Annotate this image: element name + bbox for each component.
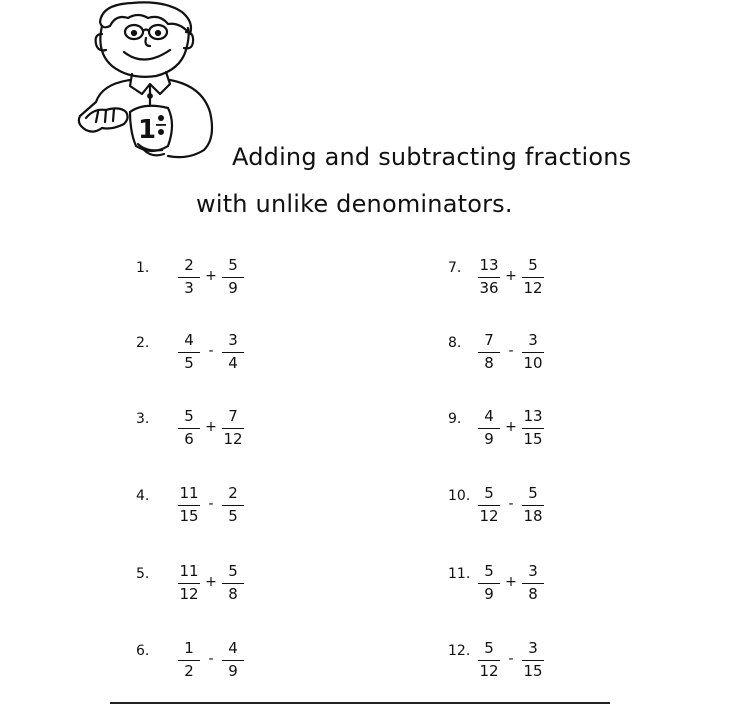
- fraction-b: [518, 258, 548, 296]
- operator: -: [508, 343, 514, 359]
- numerator: 2: [228, 484, 238, 502]
- problem-4: [136, 486, 276, 536]
- fraction-a: [174, 333, 204, 371]
- fraction-bar: [178, 583, 200, 584]
- numerator: 1: [184, 639, 194, 657]
- problem-number: 8.: [448, 335, 462, 351]
- operator: +: [505, 574, 517, 590]
- fraction-bar: [478, 660, 500, 661]
- problem-number: 11.: [448, 566, 471, 582]
- fraction-a: [174, 564, 204, 602]
- numerator: 7: [228, 407, 238, 425]
- mascot-badge: 1: [138, 115, 157, 145]
- fraction-bar: [222, 660, 244, 661]
- problem-number: 7.: [448, 260, 462, 276]
- fraction-bar: [222, 428, 244, 429]
- fraction-bar: [178, 352, 200, 353]
- fraction-b: [218, 641, 248, 679]
- problem-3: [136, 409, 276, 459]
- operator: +: [505, 419, 517, 435]
- numerator: 5: [528, 484, 538, 502]
- fraction-a: [474, 486, 504, 524]
- numerator: 11: [179, 484, 199, 502]
- numerator: 13: [523, 407, 543, 425]
- denominator: 15: [523, 430, 543, 448]
- numerator: 5: [528, 256, 538, 274]
- operator: -: [208, 651, 214, 667]
- denominator: 9: [484, 585, 494, 603]
- fraction-a: [474, 409, 504, 447]
- boy-holding-mixed-number-icon: [72, 0, 232, 170]
- operator: +: [205, 419, 217, 435]
- fraction-b: [518, 564, 548, 602]
- denominator: 5: [184, 354, 194, 372]
- fraction-bar: [522, 277, 544, 278]
- fraction-a: [474, 258, 504, 296]
- fraction-b: [518, 641, 548, 679]
- fraction-bar: [222, 505, 244, 506]
- fraction-a: [174, 486, 204, 524]
- denominator: 5: [228, 507, 238, 525]
- fraction-a: [474, 641, 504, 679]
- problem-number: 12.: [448, 643, 471, 659]
- problem-11: [448, 564, 588, 614]
- numerator: 3: [528, 639, 538, 657]
- fraction-bar: [222, 583, 244, 584]
- fraction-b: [218, 333, 248, 371]
- problem-10: [448, 486, 588, 536]
- numerator: 4: [184, 331, 194, 349]
- problem-2: [136, 333, 276, 383]
- problem-number: 9.: [448, 411, 462, 427]
- problem-5: [136, 564, 276, 614]
- numerator: 11: [179, 562, 199, 580]
- problem-6: [136, 641, 276, 691]
- denominator: 6: [184, 430, 194, 448]
- numerator: 7: [484, 331, 494, 349]
- fraction-bar: [478, 583, 500, 584]
- numerator: 5: [228, 256, 238, 274]
- fraction-bar: [178, 428, 200, 429]
- denominator: 36: [479, 279, 499, 297]
- problem-8: [448, 333, 588, 383]
- problem-number: 3.: [136, 411, 150, 427]
- denominator: 15: [523, 662, 543, 680]
- numerator: 4: [228, 639, 238, 657]
- problem-number: 4.: [136, 488, 150, 504]
- fraction-bar: [178, 505, 200, 506]
- fraction-a: [174, 641, 204, 679]
- fraction-b: [218, 564, 248, 602]
- fraction-b: [218, 486, 248, 524]
- problem-9: [448, 409, 588, 459]
- fraction-bar: [178, 277, 200, 278]
- page-subtitle: with unlike denominators.: [196, 190, 513, 218]
- fraction-a: [174, 409, 204, 447]
- fraction-b: [218, 409, 248, 447]
- problem-7: [448, 258, 588, 308]
- denominator: 12: [179, 585, 199, 603]
- numerator: 4: [484, 407, 494, 425]
- numerator: 5: [484, 562, 494, 580]
- fraction-bar: [478, 428, 500, 429]
- fraction-bar: [222, 352, 244, 353]
- numerator: 13: [479, 256, 499, 274]
- numerator: 3: [528, 562, 538, 580]
- fraction-bar: [178, 660, 200, 661]
- fraction-b: [518, 333, 548, 371]
- denominator: 12: [223, 430, 243, 448]
- operator: -: [508, 496, 514, 512]
- fraction-bar: [522, 660, 544, 661]
- numerator: 3: [228, 331, 238, 349]
- fraction-bar: [522, 352, 544, 353]
- problem-number: 1.: [136, 260, 150, 276]
- denominator: 3: [184, 279, 194, 297]
- operator: -: [508, 651, 514, 667]
- fraction-bar: [522, 428, 544, 429]
- numerator: 5: [484, 639, 494, 657]
- problem-1: [136, 258, 276, 308]
- operator: -: [208, 343, 214, 359]
- denominator: 10: [523, 354, 543, 372]
- problem-number: 6.: [136, 643, 150, 659]
- fraction-bar: [478, 277, 500, 278]
- fraction-a: [174, 258, 204, 296]
- fraction-b: [518, 409, 548, 447]
- numerator: 5: [184, 407, 194, 425]
- denominator: 8: [228, 585, 238, 603]
- denominator: 8: [484, 354, 494, 372]
- fraction-b: [518, 486, 548, 524]
- denominator: 2: [184, 662, 194, 680]
- problem-12: [448, 641, 588, 691]
- fraction-a: [474, 564, 504, 602]
- problem-number: 5.: [136, 566, 150, 582]
- problem-number: 10.: [448, 488, 471, 504]
- numerator: 5: [484, 484, 494, 502]
- operator: +: [205, 268, 217, 284]
- denominator: 12: [479, 507, 499, 525]
- denominator: 4: [228, 354, 238, 372]
- denominator: 9: [484, 430, 494, 448]
- fraction-bar: [522, 583, 544, 584]
- page-title: Adding and subtracting fractions: [232, 143, 632, 171]
- fraction-b: [218, 258, 248, 296]
- denominator: 9: [228, 662, 238, 680]
- denominator: 9: [228, 279, 238, 297]
- operator: +: [505, 268, 517, 284]
- denominator: 8: [528, 585, 538, 603]
- operator: -: [208, 496, 214, 512]
- divider: [110, 702, 610, 704]
- denominator: 12: [523, 279, 543, 297]
- problem-number: 2.: [136, 335, 150, 351]
- denominator: 18: [523, 507, 543, 525]
- fraction-bar: [478, 352, 500, 353]
- numerator: 3: [528, 331, 538, 349]
- fraction-bar: [222, 277, 244, 278]
- fraction-a: [474, 333, 504, 371]
- denominator: 12: [479, 662, 499, 680]
- operator: +: [205, 574, 217, 590]
- fraction-bar: [478, 505, 500, 506]
- numerator: 5: [228, 562, 238, 580]
- numerator: 2: [184, 256, 194, 274]
- fraction-bar: [522, 505, 544, 506]
- denominator: 15: [179, 507, 199, 525]
